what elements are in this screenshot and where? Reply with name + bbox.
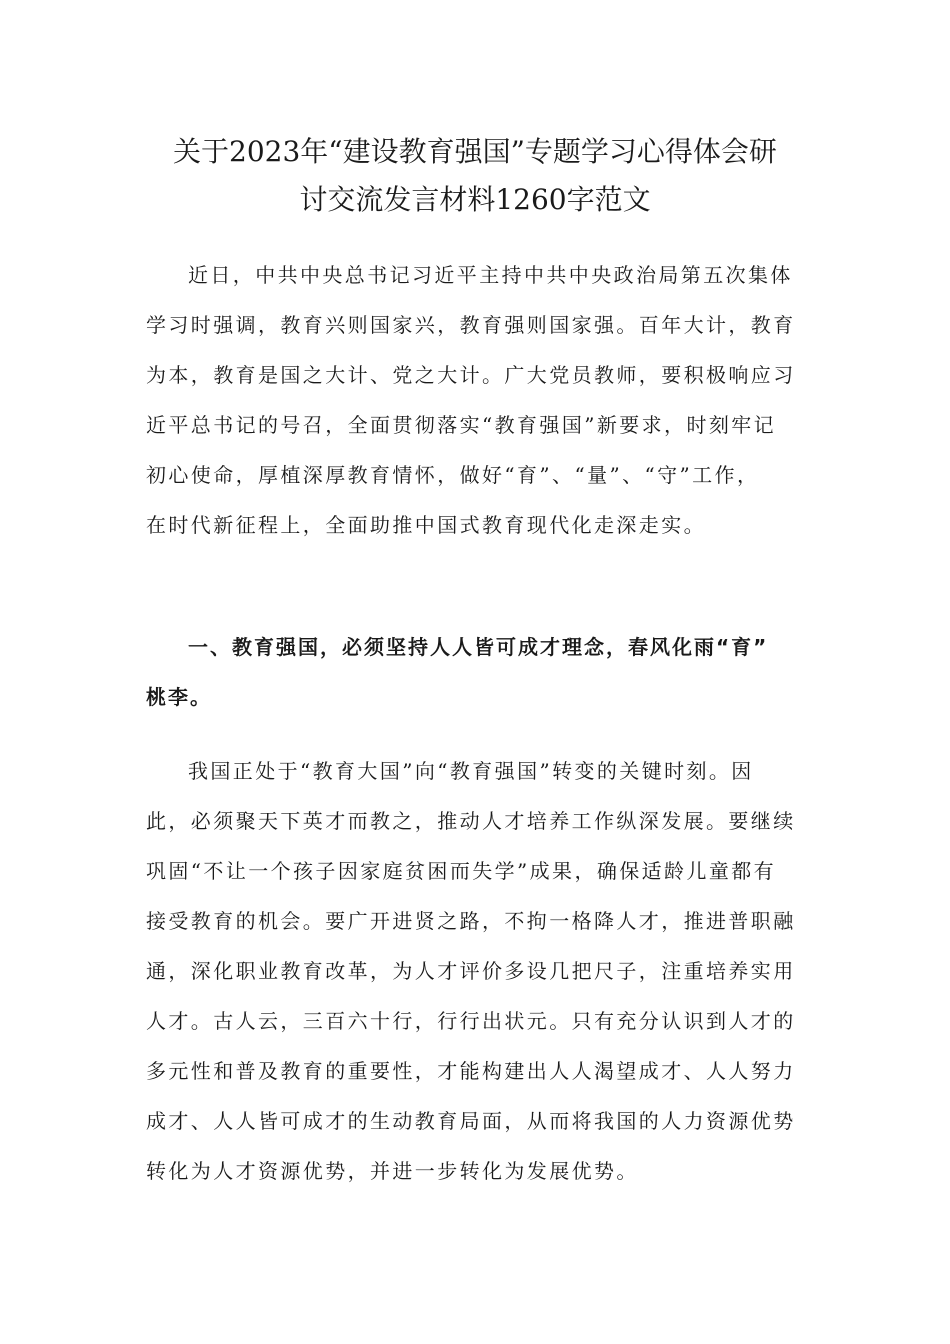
paragraph-line: 近日，中共中央总书记习近平主持中共中央政治局第五次集体 <box>188 263 793 287</box>
document-title <box>120 128 830 224</box>
section-heading <box>146 622 826 722</box>
paragraph-line: 成才、人人皆可成才的生动教育局面，从而将我国的人力资源优势 <box>146 1109 796 1133</box>
paragraph-line: 为本，教育是国之大计、党之大计。广大党员教师，要积极响应习 <box>146 363 796 387</box>
paragraph-line: 多元性和普及教育的重要性，才能构建出人人渴望成才、人人努力 <box>146 1059 796 1083</box>
paragraph-line: 近平总书记的号召，全面贯彻落实“教育强国”新要求，时刻牢记 <box>146 413 777 437</box>
body-paragraph <box>146 746 826 1196</box>
heading-line: 桃李。 <box>146 685 212 709</box>
title-line: 关于2023年“建设教育强国”专题学习心得体会研 <box>173 135 777 168</box>
paragraph-line: 接受教育的机会。要广开进贤之路，不拘一格降人才，推进普职融 <box>146 909 796 933</box>
paragraph-line: 初心使命，厚植深厚教育情怀，做好“育”、“量”、“守”工作， <box>146 463 760 487</box>
paragraph-line: 我国正处于“教育大国”向“教育强国”转变的关键时刻。因 <box>188 759 754 783</box>
paragraph-line: 巩固“不让一个孩子因家庭贫困而失学”成果，确保适龄儿童都有 <box>146 859 777 883</box>
intro-paragraph <box>146 250 826 550</box>
paragraph-line: 人才。古人云，三百六十行，行行出状元。只有充分认识到人才的 <box>146 1009 796 1033</box>
paragraph-line: 通，深化职业教育改革，为人才评价多设几把尺子，注重培养实用 <box>146 959 796 983</box>
heading-line: 一、教育强国，必须坚持人人皆可成才理念，春风化雨“育” <box>188 635 769 659</box>
paragraph-line: 此，必须聚天下英才而教之，推动人才培养工作纵深发展。要继续 <box>146 809 796 833</box>
paragraph-line: 学习时强调，教育兴则国家兴，教育强则国家强。百年大计，教育 <box>146 313 796 337</box>
paragraph-line: 在时代新征程上，全面助推中国式教育现代化走深走实。 <box>146 513 706 537</box>
title-line: 讨交流发言材料1260字范文 <box>299 183 651 216</box>
paragraph-line: 转化为人才资源优势，并进一步转化为发展优势。 <box>146 1159 639 1183</box>
